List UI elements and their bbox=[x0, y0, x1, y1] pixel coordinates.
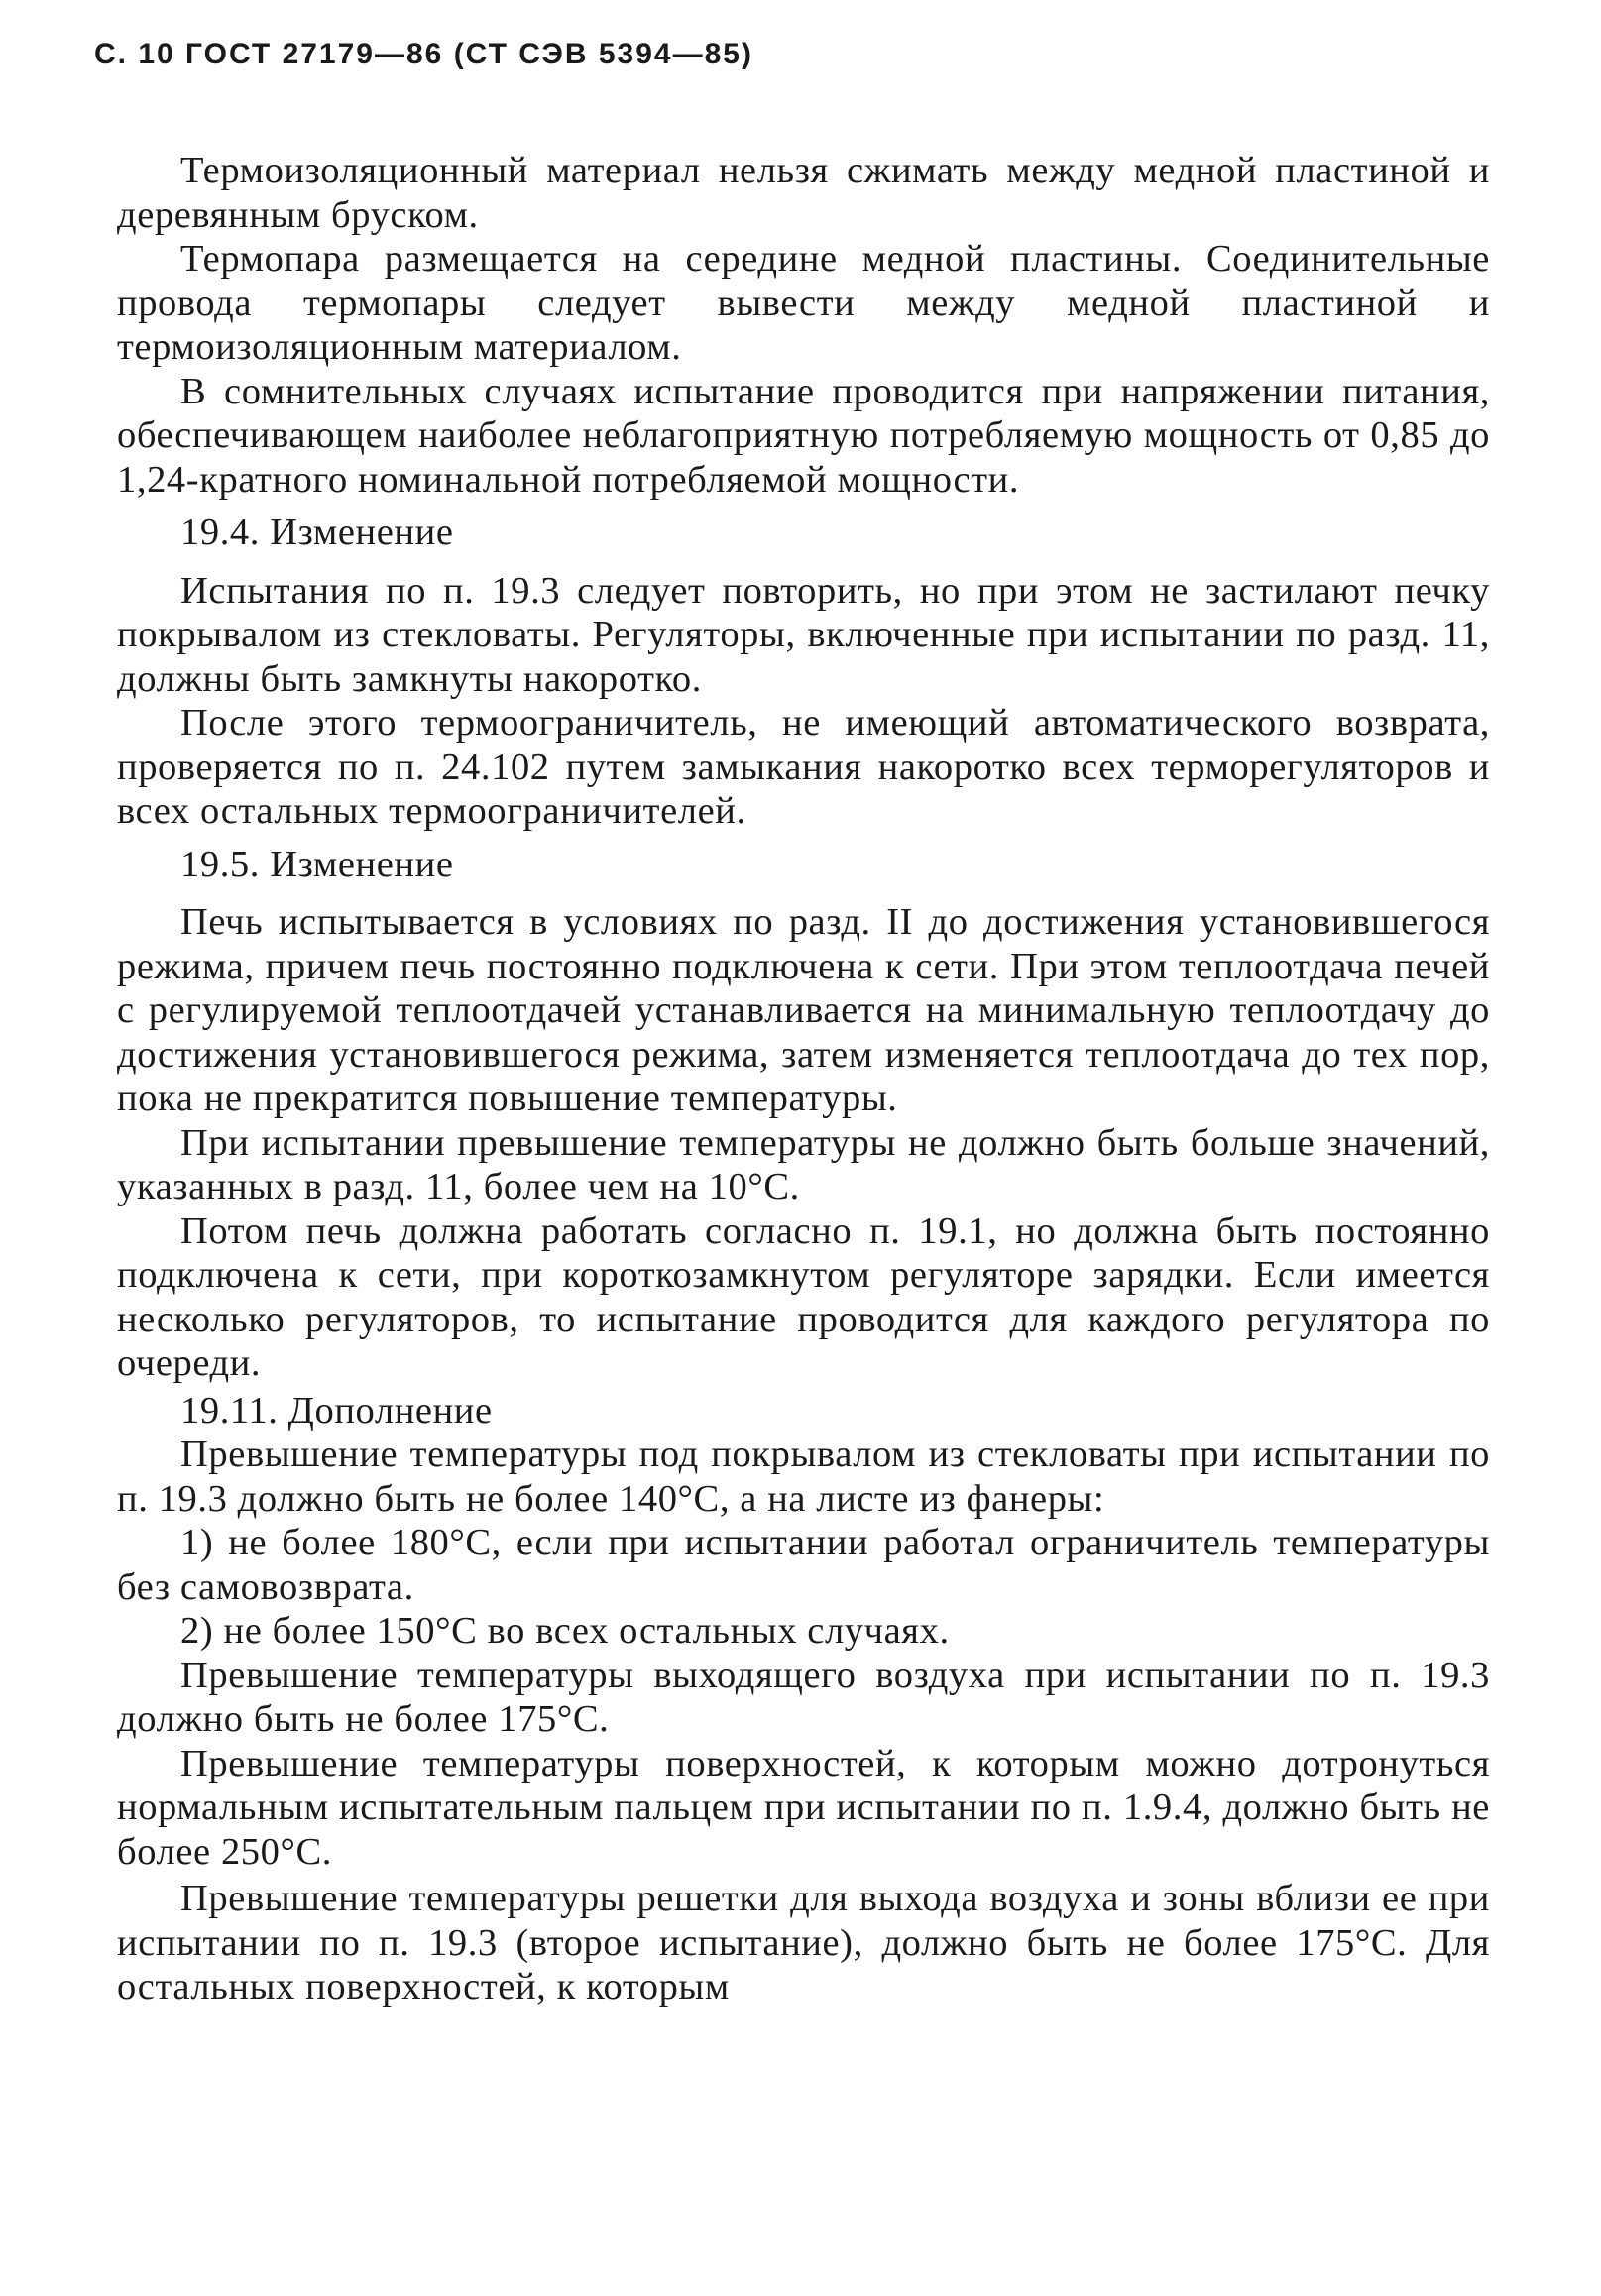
section-heading: 19.4. Изменение bbox=[180, 512, 454, 553]
paragraph: Испытания по п. 19.3 следует повторить, но при этом не застилают печку покрывалом из стекловаты. Регуляторы, включенные при испытании по разд. 11, должны быть замкнуты накоротко. bbox=[117, 569, 1490, 700]
document-body bbox=[117, 149, 1490, 2009]
paragraph: Печь испытывается в условиях по разд. II до достижения установившегося режима, причем печь постоянно подключена к сети. При этом теплоотдача печей с регулируемой теплоотдачей устанавливается на минимальную теплоотдачу до достижения установившегося режима, затем изменяется теплоотдача до тех пор, пока не прекратится повышение температуры. bbox=[117, 901, 1490, 1119]
paragraph: Термопара размещается на середине медной пластины. Соединительные провода термопары следует вывести между медной пластиной и термоизоляционным материалом. bbox=[117, 238, 1490, 368]
paragraph: 1) не более 180°С, если при испытании работал ограничитель температуры без самовозврата. bbox=[117, 1522, 1490, 1608]
paragraph: 2) не более 150°С во всех остальных случаях. bbox=[180, 1610, 950, 1652]
section-heading: 19.5. Изменение bbox=[180, 843, 454, 885]
paragraph: После этого термоограничитель, не имеющий автоматического возврата, проверяется по п. 24.102 путем замыкания накоротко всех терморегуляторов и всех остальных термоограничителей. bbox=[117, 702, 1490, 832]
paragraph: Термоизоляционный материал нельзя сжимать между медной пластиной и деревянным бруском. bbox=[117, 150, 1490, 236]
paragraph: Превышение температуры выходящего воздуха при испытании по п. 19.3 должно быть не более 175°С. bbox=[117, 1654, 1490, 1740]
section-heading: 19.11. Дополнение bbox=[180, 1389, 493, 1432]
paragraph: При испытании превышение температуры не должно быть больше значений, указанных в разд. 11, более чем на 10°С. bbox=[117, 1121, 1490, 1207]
paragraph: Превышение температуры решетки для выхода воздуха и зоны вблизи ее при испытании по п. 19.3 (второе испытание), должно быть не более 175°С. Для остальных поверхностей, к которым bbox=[117, 1878, 1490, 2008]
page-header: С. 10 ГОСТ 27179—86 (СТ СЭВ 5394—85) bbox=[94, 38, 753, 70]
paragraph: Превышение температуры под покрывалом из стекловаты при испытании по п. 19.3 должно быть не более 140°С, а на листе из фанеры: bbox=[117, 1434, 1490, 1520]
paragraph: Превышение температуры поверхностей, к которым можно дотронуться нормальным испытательным пальцем при испытании по п. 1.9.4, должно быть не более 250°С. bbox=[117, 1742, 1490, 1873]
paragraph: Потом печь должна работать согласно п. 19.1, но должна быть постоянно подключена к сети, при короткозамкнутом регуляторе зарядки. Если имеется несколько регуляторов, то испытание проводится для каждого регулятора по очереди. bbox=[117, 1209, 1490, 1384]
paragraph: В сомнительных случаях испытание проводится при напряжении питания, обеспечивающем наиболее неблагоприятную потребляемую мощность от 0,85 до 1,24-кратного номинальной потребляемой мощности. bbox=[117, 370, 1490, 501]
